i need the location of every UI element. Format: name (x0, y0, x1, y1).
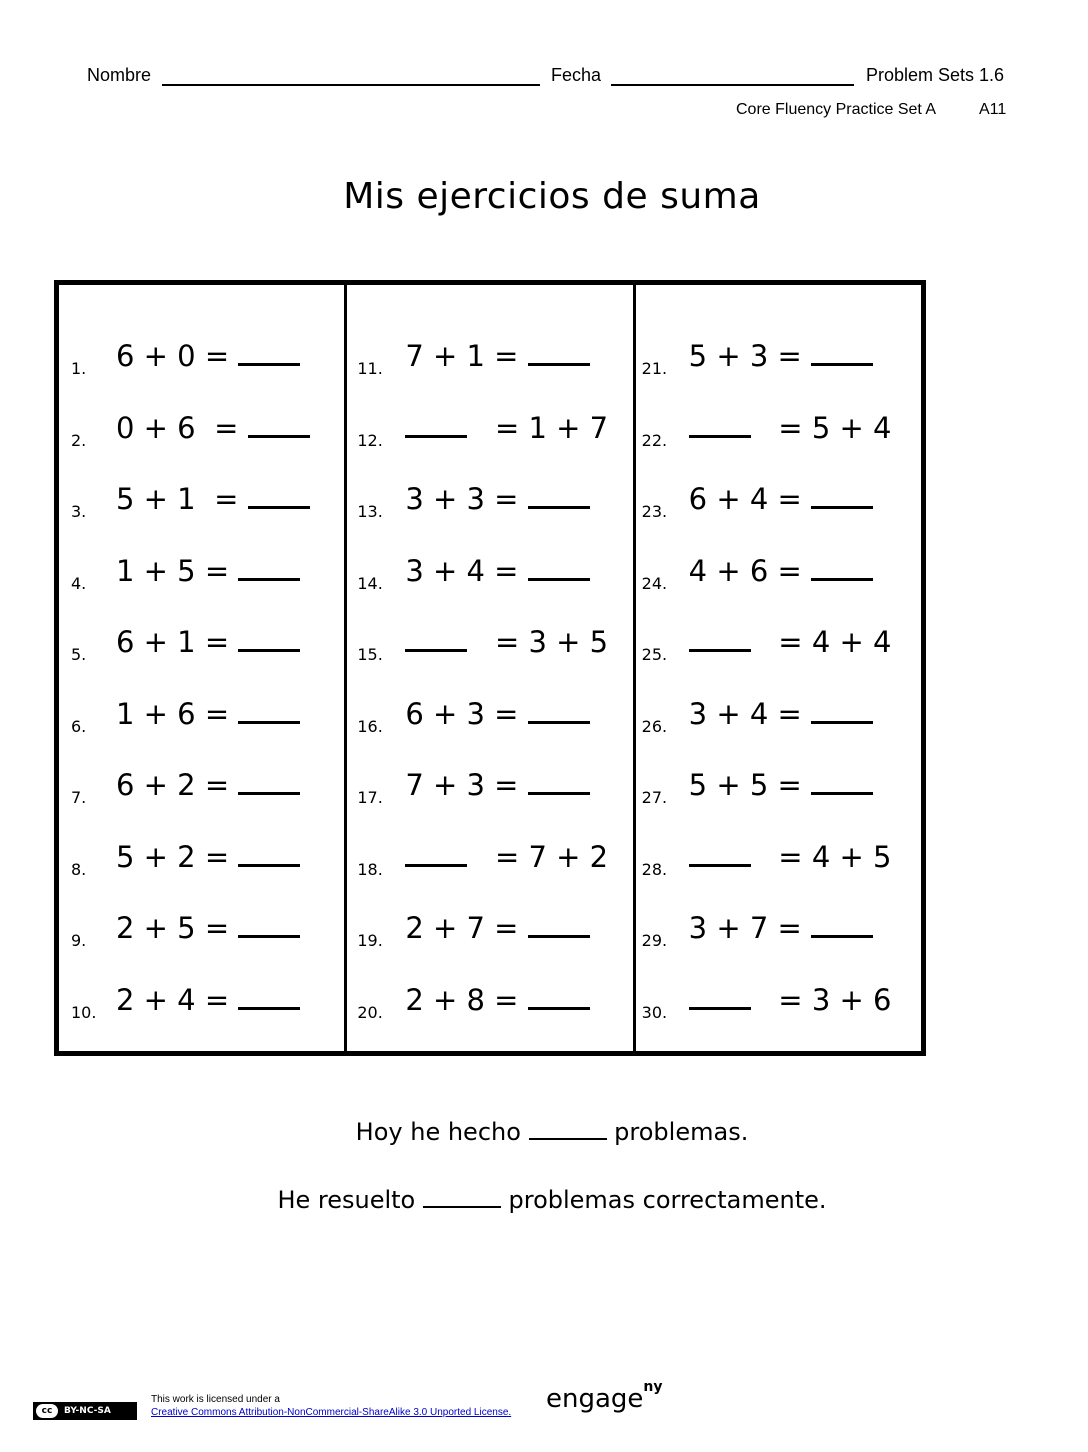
answer-blank[interactable] (248, 411, 310, 438)
problem-number: 10. (71, 1002, 97, 1022)
problem-expression (689, 911, 873, 945)
engageny-logo (546, 1379, 663, 1414)
expression-left: 7 + 3 = (405, 768, 528, 802)
problem-row (636, 337, 921, 387)
resuelto-pre: He resuelto (277, 1186, 423, 1214)
expression-left: 6 + 1 = (116, 625, 239, 659)
problem-row (347, 552, 632, 602)
page-title: Mis ejercicios de suma (343, 176, 761, 217)
problem-sets-label: Problem Sets 1.6 (866, 65, 1005, 85)
expression-left: 6 + 2 = (116, 768, 239, 802)
expression-right: = 4 + 5 (750, 839, 892, 874)
problem-expression (405, 339, 589, 373)
problem-table (54, 280, 926, 1056)
answer-blank[interactable] (811, 482, 873, 509)
problem-number: 16. (357, 716, 383, 736)
expression-left: 2 + 7 = (405, 911, 528, 945)
answer-blank[interactable] (528, 983, 590, 1010)
expression-left: 1 + 5 = (116, 553, 239, 588)
cc-license-badge (33, 1402, 137, 1420)
problem-number: 18. (357, 859, 383, 879)
problem-number: 22. (641, 430, 668, 450)
problem-row (347, 766, 632, 816)
answer-blank[interactable] (238, 768, 300, 795)
problem-number: 5. (71, 645, 87, 664)
problem-row (636, 766, 921, 816)
answer-blank[interactable] (528, 911, 590, 938)
nombre-label: Nombre (87, 65, 152, 85)
problem-number: 1. (71, 359, 87, 378)
expression-left: 0 + 6 = (116, 410, 248, 445)
problem-expression (689, 768, 873, 802)
problem-row (59, 838, 344, 888)
answer-blank[interactable] (238, 339, 300, 366)
problem-row (59, 623, 344, 673)
logo-sup: ny (643, 1379, 663, 1396)
problem-expression (405, 411, 608, 445)
problem-row (59, 337, 344, 387)
problem-expression (116, 983, 300, 1017)
problem-number: 4. (71, 573, 87, 593)
problem-expression (689, 697, 873, 731)
problem-row (636, 552, 921, 602)
problem-row (347, 981, 632, 1031)
problem-number: 11. (357, 359, 383, 378)
subheader: Core Fluency Practice Set A (736, 101, 937, 118)
problem-column-2 (344, 285, 632, 1051)
answer-blank[interactable] (528, 768, 590, 795)
answer-blank[interactable] (528, 697, 590, 724)
problem-row (59, 909, 344, 959)
problem-number: 29. (641, 931, 668, 950)
problem-expression (116, 482, 310, 516)
answer-blank[interactable] (528, 339, 590, 366)
problem-row (636, 409, 921, 459)
answer-blank[interactable] (238, 911, 300, 938)
expression-left: 5 + 5 = (688, 768, 812, 802)
hoy-blank[interactable] (529, 1120, 607, 1140)
license-link[interactable]: Creative Commons Attribution-NonCommercial-ShareAlike 3.0 Unported License. (151, 1407, 512, 1418)
problem-number: 21. (641, 359, 668, 378)
answer-blank[interactable] (528, 554, 590, 581)
problem-expression (116, 768, 300, 802)
problem-row (347, 623, 632, 673)
problem-row (59, 981, 344, 1031)
answer-blank[interactable] (405, 625, 467, 652)
problem-expression (405, 768, 589, 802)
answer-blank[interactable] (811, 911, 873, 938)
problem-expression (116, 840, 300, 874)
problem-number: 13. (357, 502, 383, 521)
expression-right: = 4 + 4 (750, 625, 892, 659)
problem-column-3 (633, 285, 921, 1051)
problem-row (59, 695, 344, 745)
answer-blank[interactable] (689, 411, 751, 438)
he-resuelto-line (0, 1186, 1088, 1214)
answer-blank[interactable] (528, 482, 590, 509)
problem-expression (689, 625, 892, 659)
problem-number: 17. (357, 788, 383, 807)
answer-blank[interactable] (405, 411, 467, 438)
expression-left: 2 + 5 = (116, 911, 239, 945)
expression-left: 6 + 0 = (116, 339, 239, 373)
problem-row (347, 695, 632, 745)
expression-left: 3 + 4 = (688, 696, 812, 731)
answer-blank[interactable] (238, 625, 300, 652)
answer-blank[interactable] (811, 339, 873, 366)
cc-badge-text: BY-NC-SA (64, 1406, 111, 1416)
problem-expression (405, 554, 589, 588)
expression-right: = 5 + 4 (750, 410, 892, 445)
answer-blank[interactable] (405, 840, 467, 867)
problem-expression (405, 482, 589, 516)
answer-blank[interactable] (689, 983, 751, 1010)
problem-number: 6. (71, 716, 87, 736)
resuelto-blank[interactable] (423, 1188, 501, 1208)
answer-blank[interactable] (238, 983, 300, 1010)
expression-left: 6 + 3 = (405, 696, 528, 731)
problem-expression (689, 482, 873, 516)
problem-expression (116, 554, 300, 588)
problem-row (636, 623, 921, 673)
problem-expression (116, 625, 300, 659)
problem-number: 26. (641, 716, 668, 736)
expression-left: 5 + 1 = (116, 482, 248, 516)
answer-blank[interactable] (248, 482, 310, 509)
problem-expression (689, 840, 892, 874)
answer-blank[interactable] (811, 554, 873, 581)
problem-number: 7. (71, 788, 87, 807)
problem-expression (689, 983, 892, 1017)
expression-left: 4 + 6 = (688, 553, 812, 588)
nombre-field[interactable] (162, 84, 540, 86)
problem-expression (405, 697, 589, 731)
problem-row (59, 552, 344, 602)
expression-left: 3 + 4 = (405, 553, 528, 588)
fecha-field[interactable] (611, 84, 854, 86)
expression-left: 3 + 7 = (688, 911, 812, 945)
problem-number: 14. (357, 573, 383, 593)
problem-row (59, 766, 344, 816)
expression-left: 5 + 2 = (116, 839, 239, 874)
problem-number: 2. (71, 430, 87, 450)
problem-expression (116, 411, 310, 445)
cc-icon: cc (36, 1404, 58, 1418)
expression-left: 1 + 6 = (116, 696, 239, 731)
expression-left: 2 + 4 = (116, 982, 239, 1017)
problem-number: 30. (641, 1002, 668, 1022)
logo-main: engage (546, 1384, 644, 1414)
expression-left: 3 + 3 = (405, 482, 528, 516)
problem-expression (116, 697, 300, 731)
problem-row (636, 695, 921, 745)
problem-column-1 (59, 285, 344, 1051)
problem-number: 25. (641, 645, 668, 664)
problem-row (636, 838, 921, 888)
answer-blank[interactable] (811, 768, 873, 795)
problem-row (59, 480, 344, 530)
expression-right: = 3 + 6 (750, 982, 892, 1017)
license-line-1: This work is licensed under a (151, 1394, 280, 1405)
expression-right: = 1 + 7 (467, 410, 609, 445)
answer-blank[interactable] (238, 840, 300, 867)
problem-number: 9. (71, 931, 87, 950)
problem-expression (405, 983, 589, 1017)
answer-blank[interactable] (689, 625, 751, 652)
problem-row (59, 409, 344, 459)
problem-number: 28. (641, 859, 668, 879)
expression-right: = 7 + 2 (467, 839, 609, 874)
fecha-label: Fecha (551, 65, 602, 85)
problem-number: 15. (357, 645, 383, 664)
problem-expression (405, 625, 608, 659)
problem-expression (116, 911, 300, 945)
expression-left: 7 + 1 = (405, 339, 528, 373)
problem-number: 8. (71, 859, 87, 879)
answer-blank[interactable] (689, 840, 751, 867)
problem-row (347, 409, 632, 459)
problem-row (347, 480, 632, 530)
problem-number: 19. (357, 931, 383, 950)
problem-number: 3. (71, 502, 87, 521)
answer-blank[interactable] (238, 554, 300, 581)
expression-left: 6 + 4 = (688, 482, 812, 516)
problem-row (347, 838, 632, 888)
problem-row (636, 909, 921, 959)
problem-expression (405, 840, 608, 874)
problem-number: 20. (357, 1002, 383, 1022)
hoy-post: problemas. (606, 1118, 749, 1146)
problem-expression (405, 911, 589, 945)
page-code: A11 (979, 101, 1007, 118)
problem-number: 12. (357, 430, 383, 450)
problem-expression (689, 554, 873, 588)
problem-expression (689, 411, 892, 445)
problem-expression (689, 339, 873, 373)
hoy-he-hecho-line (0, 1118, 1088, 1146)
resuelto-post: problemas correctamente. (500, 1186, 827, 1214)
problem-expression (116, 339, 300, 373)
problem-number: 27. (641, 788, 668, 807)
answer-blank[interactable] (811, 697, 873, 724)
expression-left: 2 + 8 = (405, 982, 528, 1017)
problem-row (347, 337, 632, 387)
problem-row (636, 981, 921, 1031)
problem-number: 24. (641, 573, 668, 593)
hoy-pre: Hoy he hecho (355, 1118, 529, 1146)
problem-number: 23. (641, 502, 668, 521)
problem-row (347, 909, 632, 959)
expression-left: 5 + 3 = (688, 339, 812, 373)
problem-row (636, 480, 921, 530)
answer-blank[interactable] (238, 697, 300, 724)
expression-right: = 3 + 5 (467, 625, 609, 659)
